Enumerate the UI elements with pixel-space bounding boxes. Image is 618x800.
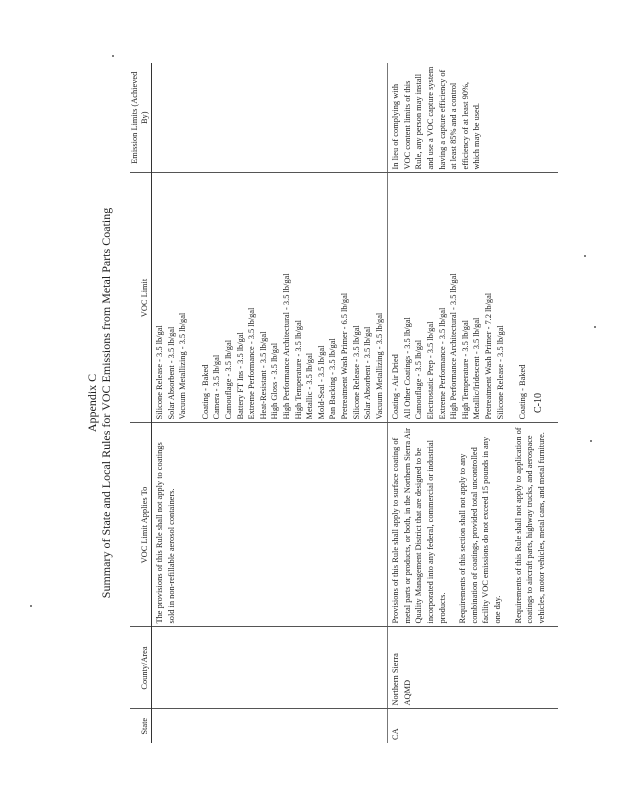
voc-limit-line: Vacuum Metallizing - 3.5 lb/gal — [178, 312, 188, 420]
cell-state: CA — [388, 709, 559, 743]
rotated-document-page — [85, 63, 545, 743]
voc-limit-line: Metallic/Iridescent - 3.5 lb/gal — [472, 317, 482, 420]
table-header-row — [130, 63, 152, 743]
title-block — [85, 63, 113, 743]
cell-emission-limits — [152, 63, 388, 173]
voc-limit-line: Solar Absorbent - 3.5 lb/gal — [363, 326, 373, 420]
emission-limit-text: In lieu of complying with VOC content limits of this Rule, any person may install and use a VOC capture system having a capture efficiency of at least 85% and a control efficiency of at least 90%, which may be used. — [391, 66, 482, 170]
voc-limit-line: Coating - Air Dried — [391, 354, 401, 420]
voc-limit-line: Silicone Release - 3.5 lb/gal — [351, 325, 361, 420]
scan-speck — [584, 255, 586, 257]
scan-speck — [112, 55, 114, 57]
voc-limit-line: High Temperature - 3.5 lb/gal — [293, 320, 303, 420]
cell-applies-to — [388, 423, 559, 627]
cell-voc-limits — [152, 173, 388, 423]
voc-limit-line: Camera - 3.5 lb/gal — [212, 354, 222, 420]
voc-limit-line: Metallic - 3.5 lb/gal — [305, 352, 315, 420]
scan-speck — [590, 440, 592, 442]
voc-limit-line: Battery FT Ins - 3.5 lb/gal — [235, 332, 245, 420]
voc-limit-line: Solar Absorbent - 3.5 lb/gal — [166, 326, 176, 420]
col-header-applies-to: VOC Limit Applies To — [130, 423, 152, 627]
col-header-voc-limit: VOC Limit — [130, 173, 152, 423]
voc-limit-line: Silicone Release - 3.5 lb/gal — [155, 325, 164, 420]
voc-limit-line: Coating - Baked — [518, 364, 528, 420]
voc-limit-line — [189, 177, 200, 420]
applies-paragraph: Requirements of this Rule shall not apply to application of coatings to aircraft parts, highway trucks, and aerospace vehicles, motor vehicles, metal cans, and metal furniture. — [513, 427, 546, 624]
col-header-emission-limits: Emission Limits (Achieved By) — [130, 63, 152, 173]
voc-limit-line: All Other Coatings - 3.5 lb/gal — [402, 317, 412, 420]
col-header-county-area: County/Area — [130, 627, 152, 709]
voc-limit-line: Camouflage - 3.5 lb/gal — [414, 339, 424, 420]
voc-limit-line: Pretreatment Wash Primer - 6.5 lb/gal — [339, 292, 349, 420]
voc-limit-line: High Temperature - 3.5 lb/gal — [460, 320, 470, 420]
document-title: Summary of State and Local Rules for VOC Emissions from Metal Parts Coating — [99, 207, 113, 599]
appendix-label: Appendix C — [85, 373, 99, 433]
voc-limit-line — [506, 177, 517, 420]
voc-limit-line: Heat-Resistant - 3.5 lb/gal — [258, 331, 268, 420]
page-number: C-10 — [533, 393, 544, 413]
cell-applies-to — [152, 423, 388, 627]
applies-paragraph: The provisions of this Rule shall not apply to coatings sold in non-refillable aerosol containers. — [155, 442, 176, 624]
cell-area: Northern Sierra AQMD — [388, 627, 559, 709]
applies-paragraph: Requirements of this section shall not apply to any combination of coatings, provided total uncontrolled facility VOC emissions do not exceed 15 pounds in any one day. — [458, 436, 503, 624]
cell-state — [152, 709, 388, 743]
applies-paragraph: Provisions of this Rule shall apply to surface coating of metal parts or products, or both, in the Northern Sierra Air Quality Management District that are designed to be incorporated into any federal, commercial or industrial products. — [391, 428, 447, 624]
voc-limit-line: Electrostatic Prep - 3.5 lb/gal — [426, 321, 436, 420]
voc-limit-line: Coating - Baked — [200, 364, 210, 420]
table-row — [152, 63, 388, 743]
voc-limit-line: High Performance Architectural - 3.5 lb/gal — [449, 273, 459, 420]
voc-limit-line: Pan Backing - 3.5 lb/gal — [328, 338, 338, 420]
voc-limit-line: Silicone Release - 3.5 lb/gal — [495, 325, 505, 420]
voc-limit-line: High Gloss - 3.5 lb/gal — [270, 342, 280, 420]
voc-limit-line: Pretreatment Wash Primer - 7.2 lb/gal — [484, 292, 494, 420]
voc-limit-line: Camouflage - 3.5 lb/gal — [223, 339, 233, 420]
voc-limit-line: Extreme Performance - 3.5 lb/gal — [247, 307, 257, 420]
voc-limit-line: Vacuum Metallizing - 3.5 lb/gal — [374, 312, 384, 420]
cell-emission-limits — [388, 63, 559, 173]
cell-area — [152, 627, 388, 709]
voc-limit-line: Extreme Performance - 3.5 lb/gal — [437, 307, 447, 420]
scan-speck — [594, 326, 596, 328]
col-header-state: State — [130, 709, 152, 743]
voc-limit-line: Mold-Seal - 3.5 lb/gal — [316, 345, 326, 420]
rules-summary-table — [130, 63, 558, 743]
scan-speck — [30, 605, 32, 607]
voc-limit-line: High Performance Architectural - 3.5 lb/gal — [281, 273, 291, 420]
